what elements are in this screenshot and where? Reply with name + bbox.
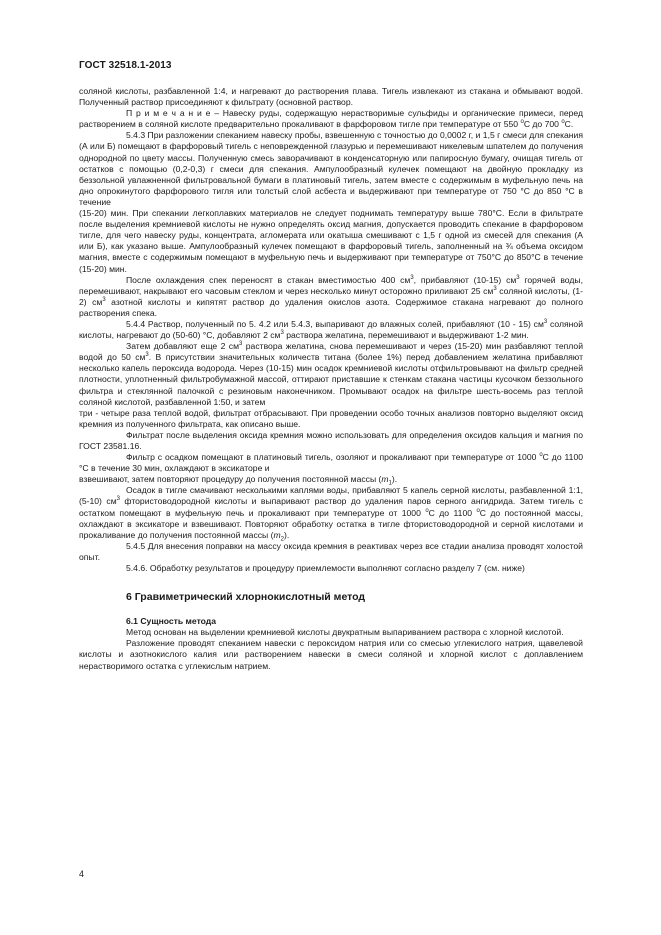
paragraph: 5.4.3 При разложении спеканием навеску пробы, взвешенную с точностью до 0,0002 г, и 1,5 г смеси для спекания (А или Б) помещают в фарфоровый тигель с неповрежденной глазурью и перемешивают никелевым шпателем до получения однородной по цвету массы. Полученную смесь заворачивают в конденсаторную или папиросную бумагу, очищая тигель от остатков с помощью (0,2-0,3) г смеси для спекания. Ампулообразный кулечек помещают на двойную прокладку из беззольной увлажненной фильтровальной бумаги в платиновый тигель, затем вместе с содержимым в муфельную печь на дно опрокинутого фарфорового тигля или толстый слой асбеста и выдерживают при температуре от 750 °С до 850 °С в течение (79, 130, 583, 207)
paragraph: Затем добавляют еще 2 $см^3$ раствора желатина, снова перемешивают и через (15-20) мин разбавляют теплой водой до 50 $см^3$. В присутствии значительных количеств титана (более 1%) перед добавлением желатина прибавляют несколько капель пероксида водорода. Через (10-15) мин осадок кремниевой кислоты отфильтровывают на фильтр средней плотности, уплотненный фильтробумажной массой, оттирают приставшие к стенкам стакана частицы кусочком беззольного фильтра и стеклянной палочкой с резиновым наконечником. Промывают осадок на фильтре шесть-восемь раз теплой соляной кислотой, разбавленной 1:50, и затем (79, 341, 583, 407)
paragraph: Фильтр с осадком помещают в платиновый тигель, озоляют и прокаливают при температуре от 1000 $^о$С до 1100 °С в течение 30 мин, охлаждают в эксикаторе и (79, 452, 583, 474)
note-label: П р и м е ч а н и е (126, 108, 211, 119)
subsection-title: 6.1 Сущность метода (126, 616, 217, 627)
paragraph: соляной кислоты, разбавленной 1:4, и нагревают до растворения плава. Тигель извлекают из стакана и обмывают водой. Полученный раствор присоединяют к фильтрату (основной раствор. (79, 86, 583, 108)
note-paragraph: П р и м е ч а н и е – Навеску руды, содержащую нерастворимые сульфиды и органические примеси, перед растворением в соляной кислоте предварительно прокаливают в фарфоровом тигле при температуре от 550 $^о$С до 700 $^о$С. (79, 108, 584, 130)
document-header: ГОСТ 32518.1-2013 (79, 60, 172, 71)
paragraph: Осадок в тигле смачивают несколькими каплями воды, прибавляют 5 капель серной кислоты, разбавленной 1:1, (5-10) $см^3$ фтористоводородной кислоты и выпаривают раствор до удаления паров серного ангидрида. Затем тигель с остатком помещают в муфельную печь и прокаливают при температуре от 1000 $^о$С до 1100 $^о$С до постоянной массы, охлаждают в эксикаторе и взвешивают. Повторяют обработку остатка в тигле фтористоводородной и серной кислотами и прокаливание до получения постоянной массы $(m_2)$. (79, 485, 583, 543)
section-title: 6 Гравиметрический хлорнокислотный метод (126, 591, 366, 604)
paragraph: После охлаждения спек переносят в стакан вместимостью 400 $см^3$, прибавляют (10-15) $см^3$ горячей воды, перемешивают, накрывают его часовым стеклом и через несколько минут осторожно приливают 25 $см^3$ соляной кислоты, (1-2) $см^3$ азотной кислоты и кипятят раствор до удаления окислов азота. Содержимое стакана нагревают до полного растворения спека. (79, 274, 584, 318)
paragraph: взвешивают, затем повторяют процедуру до получения постоянной массы $(m_1)$. (79, 474, 398, 487)
paragraph: три - четыре раза теплой водой, фильтрат отбрасывают. При проведении особо точных анализов повторно выделяют оксид кремния из полученного фильтрата, как описано выше. (79, 407, 583, 429)
paragraph: 5.4.4 Раствор, полученный по 5. 4.2 или 5.4.3, выпаривают до влажных солей, прибавляют (10 - 15) $см^3$ соляной кислоты, нагревают до (50-60) °С, добавляют 2 $см^3$ раствора желатина, перемешивают и выдерживают 1-2 мин. (79, 318, 583, 341)
paragraph: Фильтрат после выделения оксида кремния можно использовать для определения оксидов кальция и магния по ГОСТ 23581.16. (79, 429, 583, 451)
paragraph: 5.4.5 Для внесения поправки на массу оксида кремния в реактивах через все стадии анализа проводят холостой опыт. (79, 540, 583, 562)
paragraph: Метод основан на выделении кремниевой кислоты двукратным выпариванием раствора с хлорной кислотой. (126, 627, 564, 638)
paragraph: Разложение проводят спеканием навески с пероксидом натрия или со смесью углекислого натрия, щавелевой кислоты и азотнокислого калия или растворением навески в смеси соляной и хлорной кислот с доплавлением нерастворимого остатка с углекислым натрием. (79, 638, 583, 671)
document-body (79, 86, 583, 672)
paragraph: (15-20) мин. При спекании легкоплавких материалов не следует поднимать температуру выше 780°С. Если в фильтрате после выделения кремниевой кислоты не нужно определять оксид магния, допускается проводить спекание в фарфоровом тигле, для чего навеску руды, концентрата, агломерата или окатыша смешивают с 1,5 г одной из смесей для спекания (А или Б), как указано выше. Ампулообразный кулечек помещают в фарфоровый тигель, заполненный на ¾ объема оксидом магния, вместе с содержимым помещают в муфельную печь и выдерживают при температуре от 750°С до 850°С в течение (15-20) мин. (79, 208, 583, 274)
page-number: 4 (79, 869, 85, 879)
paragraph: 5.4.6. Обработку результатов и процедуру приемлемости выполняют согласно разделу 7 (см. ниже) (126, 563, 525, 574)
